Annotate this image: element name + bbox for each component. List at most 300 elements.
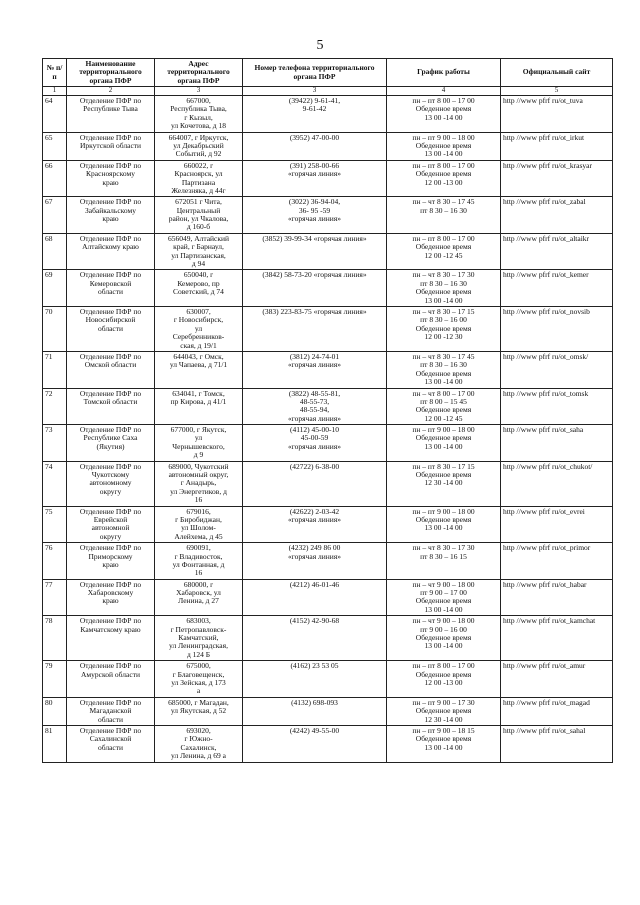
column-number: 1	[43, 87, 67, 96]
office-address-line: ул Ленинградская,	[169, 641, 228, 651]
page-number: 5	[316, 38, 324, 53]
office-phone-line: (3022) 36-94-04,	[288, 197, 341, 207]
office-name-line: области	[97, 323, 124, 333]
office-name-line: области	[97, 742, 124, 752]
row-number: 71	[43, 351, 67, 388]
office-address-line: 16	[194, 495, 203, 505]
office-address-line: 690091,	[186, 543, 211, 553]
office-address-line: Ленина, д 27	[178, 596, 219, 606]
office-phone	[243, 461, 387, 506]
office-phone-line: «горячая линия»	[288, 360, 341, 370]
office-website: http //www pfrf ru/ot_chukot/	[501, 461, 613, 506]
office-phone-line: (39422) 9-61-41,	[288, 96, 341, 105]
office-schedule-line: Обеденное время	[415, 242, 472, 252]
table-row	[43, 725, 613, 762]
table-row	[43, 579, 613, 616]
office-schedule-line: Обеденное время	[415, 405, 472, 415]
table-row	[43, 461, 613, 506]
office-website: http //www pfrf ru/ot_altaikr	[501, 233, 613, 270]
office-schedule-line: пн – чт 8 00 – 17 00	[412, 388, 475, 398]
office-phone	[243, 96, 387, 133]
office-schedule	[387, 351, 501, 388]
table-row	[43, 270, 613, 307]
office-address-line: Железняка, д 44г	[171, 185, 226, 195]
table-row	[43, 132, 613, 160]
column-number: 4	[387, 87, 501, 96]
office-schedule-line: Обеденное время	[415, 669, 472, 679]
office-schedule-line: 13 00 -14 00	[424, 441, 463, 451]
office-name-line: краю	[102, 559, 119, 569]
office-address-line: Сахалинск,	[180, 742, 217, 752]
office-schedule-line: 12 00 -12 45	[424, 413, 463, 423]
office-website: http //www pfrf ru/ot_kemer	[501, 270, 613, 307]
header-schedule: График работы	[387, 59, 501, 87]
office-address	[155, 543, 243, 580]
office-name-line: Отделение ПФР по	[79, 233, 142, 243]
office-schedule	[387, 270, 501, 307]
table-row	[43, 506, 613, 543]
office-phone	[243, 351, 387, 388]
office-schedule-line: 12 00 -13 00	[424, 177, 463, 187]
office-phone-line: 36- 95 -59	[298, 205, 331, 215]
office-name-line: Новосибирской	[85, 315, 136, 325]
office-name-line: Омской области	[84, 360, 137, 370]
office-schedule-line: 12 00 -12 45	[424, 250, 463, 260]
office-website: http //www pfrf ru/ot_irkut	[501, 132, 613, 160]
office-phone-line: (3812) 24-74-01	[289, 351, 340, 361]
office-schedule-line: пн – пт 8 00 – 17 00	[412, 160, 475, 170]
office-website: http //www pfrf ru/ot_novsib	[501, 306, 613, 351]
office-address-line: д 124 Б	[186, 649, 211, 659]
office-schedule-line: Обеденное время	[415, 734, 472, 744]
office-address-line: ул Чапаева, д 71/1	[169, 360, 228, 370]
office-schedule	[387, 725, 501, 762]
office-address-line: г Анадырь,	[180, 478, 217, 488]
row-number: 70	[43, 306, 67, 351]
office-schedule-line: пт 8 30 – 16 15	[420, 551, 467, 561]
office-schedule-line: пн – чт 8 30 – 17 30	[412, 543, 475, 553]
office-phone-line: (3842) 58-73-20 «горячая линия»	[262, 270, 367, 280]
office-name-line: краю	[102, 596, 119, 606]
office-website: http //www pfrf ru/ot_zabal	[501, 197, 613, 234]
office-name	[67, 725, 155, 762]
office-address	[155, 197, 243, 234]
office-address-line: 660022, г	[183, 160, 214, 170]
office-name-line: Отделение ПФР по	[79, 197, 142, 207]
table-row	[43, 197, 613, 234]
office-schedule-line: Обеденное время	[415, 287, 472, 297]
office-schedule-line: пн – пт 9 00 – 18 00	[412, 506, 475, 516]
table-row	[43, 351, 613, 388]
header-num: № п/п	[43, 59, 67, 87]
office-phone-line: (4112) 45-00-10	[289, 425, 340, 435]
office-phone-line: (383) 223-83-75 «горячая линия»	[262, 306, 367, 316]
office-address-line: д 9	[193, 450, 204, 460]
office-name-line: Отделение ПФР по	[79, 96, 142, 105]
office-schedule-line: пн – пт 9 00 – 17 30	[412, 697, 475, 707]
office-address	[155, 233, 243, 270]
office-name-line: Сахалинской	[89, 734, 132, 744]
office-phone	[243, 579, 387, 616]
office-address-line: ул Партизанская,	[171, 250, 226, 260]
office-schedule-line: 12 00 -13 00	[424, 678, 463, 687]
office-phone-line: «горячая линия»	[288, 413, 341, 423]
office-address-line: 667000,	[186, 96, 211, 105]
table-row	[43, 388, 613, 425]
table-body	[43, 96, 613, 763]
office-name-line: Отделение ПФР по	[79, 388, 142, 398]
office-address-line: 664007, г Иркутск,	[168, 132, 229, 142]
office-name-line: Томской области	[83, 396, 138, 406]
office-phone-line: (42722) 6-38-00	[289, 461, 340, 471]
office-name	[67, 543, 155, 580]
office-phone	[243, 697, 387, 725]
office-phone-line: (42622) 2-03-42	[289, 506, 340, 516]
office-name-line: Отделение ПФР по	[79, 661, 142, 671]
office-website: http //www pfrf ru/ot_evrei	[501, 506, 613, 543]
office-schedule-line: пн – чт 8 30 – 17 45	[412, 197, 475, 207]
office-phone-line: 9-61-42	[302, 104, 327, 114]
table-row	[43, 425, 613, 462]
office-schedule	[387, 579, 501, 616]
table-row	[43, 661, 613, 698]
office-address-line: Советский, д 74	[173, 287, 224, 297]
office-address-line: ул	[194, 433, 203, 443]
office-schedule	[387, 506, 501, 543]
office-address	[155, 351, 243, 388]
office-address	[155, 388, 243, 425]
office-name-line: Магаданской	[89, 706, 132, 716]
office-address-line: 683003,	[186, 616, 211, 626]
office-name-line: Красноярскому	[86, 169, 135, 179]
office-address-line: Событий, д 92	[175, 149, 222, 159]
office-address	[155, 616, 243, 661]
row-number: 66	[43, 160, 67, 197]
office-name-line: Отделение ПФР по	[79, 579, 142, 589]
office-name-line: Алтайскому краю	[82, 242, 139, 252]
office-schedule	[387, 197, 501, 234]
row-number: 64	[43, 96, 67, 133]
column-number: 3	[155, 87, 243, 96]
office-schedule-line: 13 00 -14 00	[424, 112, 463, 122]
table-row	[43, 543, 613, 580]
office-schedule-line: 12 30 -14 00	[424, 714, 463, 724]
office-schedule-line: пн – чт 9 00 – 18 00	[412, 579, 475, 589]
office-address-line: Центральный	[176, 205, 221, 215]
row-number: 81	[43, 725, 67, 762]
office-address-line: 679016,	[186, 506, 211, 516]
office-schedule	[387, 96, 501, 133]
office-phone-line: (4242) 49-55-00	[289, 725, 340, 735]
office-address-line: г Петропавловск-	[170, 624, 227, 634]
office-phone	[243, 661, 387, 698]
office-address-line: Камчатский,	[178, 633, 219, 643]
office-phone-line: (4162) 23 53 05	[290, 661, 339, 671]
office-schedule-line: Обеденное время	[415, 633, 472, 643]
table-header-row	[43, 59, 613, 87]
office-name-line: Кемеровской	[89, 278, 132, 288]
office-website: http //www pfrf ru/ot_sahal	[501, 725, 613, 762]
office-name	[67, 616, 155, 661]
office-address-line: 677000, г Якутск,	[170, 425, 227, 435]
office-schedule-line: пн – пт 9 00 – 18 00	[412, 132, 475, 142]
office-phone-line: (4212) 46-01-46	[289, 579, 340, 589]
office-address	[155, 270, 243, 307]
header-address: Адрес территориального органа ПФР	[155, 59, 243, 87]
office-name-line: Камчатскому краю	[80, 624, 141, 634]
office-name-line: Иркутской области	[79, 140, 142, 150]
office-address-line: ул Декабрьский	[173, 140, 224, 150]
office-schedule	[387, 697, 501, 725]
office-name-line: Отделение ПФР по	[79, 543, 142, 553]
office-address-line: 630007,	[186, 306, 211, 316]
office-phone	[243, 160, 387, 197]
office-name-line: Отделение ПФР по	[79, 270, 142, 280]
office-name-line: округу	[99, 486, 122, 496]
office-name-line: Амурской области	[81, 669, 140, 679]
office-name-line: Хабаровскому	[87, 588, 134, 598]
row-number: 80	[43, 697, 67, 725]
column-number: 2	[67, 87, 155, 96]
column-number-row	[43, 87, 613, 96]
office-name-line: Чукотскому	[91, 470, 130, 480]
office-phone-line: (3822) 48-55-81,	[288, 388, 341, 398]
office-schedule-line: пн – чт 8 30 – 17 15	[412, 306, 475, 316]
office-name-line: (Якутия)	[96, 441, 125, 451]
table-row	[43, 616, 613, 661]
office-name	[67, 697, 155, 725]
office-schedule-line: 13 00 -14 00	[424, 523, 463, 533]
office-schedule-line: пн – пт 8 00 – 17 00	[412, 233, 475, 243]
office-address-line: Серебренников-	[172, 332, 225, 342]
office-schedule-line: пт 8 30 – 16 30	[420, 360, 467, 370]
office-address-line: д 160-б	[186, 222, 211, 232]
office-name-line: Отделение ПФР по	[79, 132, 142, 142]
office-name-line: Республике Тыва	[83, 104, 138, 114]
office-schedule-line: Обеденное время	[415, 368, 472, 378]
header-phone: Номер телефона территориального органа ПФР	[243, 59, 387, 87]
office-name	[67, 506, 155, 543]
office-schedule-line: 12 00 -12 30	[424, 332, 463, 342]
office-address-line: 672051 г Чита,	[175, 197, 222, 207]
office-website: http //www pfrf ru/ot_omsk/	[501, 351, 613, 388]
office-address	[155, 725, 243, 762]
office-schedule-line: пт 8 30 – 16 30	[420, 278, 467, 288]
office-name	[67, 96, 155, 133]
office-name-line: Отделение ПФР по	[79, 697, 142, 707]
office-schedule-line: 12 30 -14 00	[424, 478, 463, 488]
office-name-line: краю	[102, 177, 119, 187]
column-number: 3	[243, 87, 387, 96]
office-schedule-line: пн – чт 8 30 – 17 45	[412, 351, 475, 361]
office-name	[67, 306, 155, 351]
office-phone	[243, 616, 387, 661]
table-row	[43, 306, 613, 351]
office-name	[67, 461, 155, 506]
office-schedule-line: Обеденное время	[415, 169, 472, 179]
office-website: http //www pfrf ru/ot_tuva	[501, 96, 613, 133]
office-schedule-line: Обеденное время	[415, 104, 472, 114]
row-number: 72	[43, 388, 67, 425]
office-name-line: автономной	[91, 523, 130, 533]
office-name-line: области	[97, 287, 124, 297]
office-name-line: округу	[99, 531, 122, 541]
row-number: 75	[43, 506, 67, 543]
office-name-line: автономному	[89, 478, 132, 488]
office-name	[67, 132, 155, 160]
office-name-line: Отделение ПФР по	[79, 425, 142, 435]
office-address-line: 16	[194, 568, 203, 578]
office-name-line: Еврейской	[93, 514, 128, 524]
office-name	[67, 388, 155, 425]
office-address-line: ул Энергетиков, д	[170, 486, 227, 496]
office-address-line: 650040, г	[183, 270, 214, 280]
office-name	[67, 425, 155, 462]
office-address-line: г Владивосток,	[174, 551, 223, 561]
office-phone	[243, 132, 387, 160]
office-website: http //www pfrf ru/ot_magad	[501, 697, 613, 725]
row-number: 78	[43, 616, 67, 661]
office-name-line: Отделение ПФР по	[79, 160, 142, 170]
office-phone	[243, 197, 387, 234]
office-address-line: 644043, г Омск,	[173, 351, 224, 361]
office-address-line: г Биробиджан,	[175, 514, 222, 524]
row-number: 77	[43, 579, 67, 616]
office-name-line: Республике Саха	[83, 433, 138, 443]
office-phone	[243, 388, 387, 425]
office-address-line: Кемерово, пр	[177, 278, 220, 288]
pfr-offices-table	[42, 58, 613, 763]
office-phone	[243, 543, 387, 580]
office-address	[155, 96, 243, 133]
office-phone-line: «горячая линия»	[288, 169, 341, 179]
office-schedule-line: пн – пт 8 00 – 17 00	[412, 661, 475, 671]
office-phone-line: «горячая линия»	[288, 514, 341, 524]
office-address-line: 634041, г Томск,	[172, 388, 225, 398]
office-schedule	[387, 461, 501, 506]
office-schedule-line: пн – пт 8 00 – 17 00	[412, 96, 475, 105]
office-schedule-line: Обеденное время	[415, 433, 472, 443]
office-address	[155, 661, 243, 698]
office-address-line: 656049, Алтайский	[167, 233, 230, 243]
office-address-line: г Южно-	[184, 734, 213, 744]
office-schedule-line: Обеденное время	[415, 706, 472, 716]
office-address-line: г Новосибирск,	[173, 315, 224, 325]
office-schedule	[387, 233, 501, 270]
office-name	[67, 233, 155, 270]
office-name	[67, 579, 155, 616]
office-schedule-line: 13 00 -14 00	[424, 377, 463, 387]
row-number: 67	[43, 197, 67, 234]
office-schedule-line: пн – чт 9 00 – 18 00	[412, 616, 475, 626]
office-name-line: Забайкальскому	[84, 205, 137, 215]
office-schedule-line: пн – пт 9 00 – 18 15	[412, 725, 475, 735]
office-schedule-line: пт 8 30 – 16 00	[420, 315, 467, 325]
office-address	[155, 132, 243, 160]
office-schedule-line: пт 9 00 – 17 00	[420, 588, 467, 598]
office-phone	[243, 270, 387, 307]
table-row	[43, 697, 613, 725]
office-address-line: район, ул Чкалова,	[168, 214, 229, 224]
office-address-line: а	[196, 686, 201, 696]
office-phone-line: 48-55-94,	[299, 405, 330, 415]
office-schedule	[387, 388, 501, 425]
office-schedule-line: Обеденное время	[415, 470, 472, 480]
office-phone-line: 45-00-59	[300, 433, 329, 443]
office-name	[67, 160, 155, 197]
office-schedule-line: Обеденное время	[415, 323, 472, 333]
office-schedule	[387, 661, 501, 698]
office-address-line: 689000, Чукотский	[168, 461, 229, 471]
office-address-line: ул Шолом-	[181, 523, 216, 533]
office-address	[155, 697, 243, 725]
office-schedule-line: Обеденное время	[415, 514, 472, 524]
header-name: Наименование территориального органа ПФР	[67, 59, 155, 87]
office-schedule	[387, 132, 501, 160]
office-address-line: край, г Барнаул,	[173, 242, 224, 252]
office-address-line: ул Якутская, д 52	[170, 706, 227, 716]
office-address	[155, 579, 243, 616]
office-address-line: 680000, г	[183, 579, 214, 589]
office-name-line: Приморскому	[88, 551, 133, 561]
office-name	[67, 351, 155, 388]
office-website: http //www pfrf ru/ot_amur	[501, 661, 613, 698]
office-phone-line: (391) 258-00-66	[289, 160, 340, 170]
office-address-line: Республика Тыва,	[170, 104, 227, 114]
office-address-line: пр Кирова, д 41/1	[170, 396, 227, 406]
office-phone-line: «горячая линия»	[288, 441, 341, 451]
office-phone-line: (4232) 249 86 00	[288, 543, 341, 553]
office-name	[67, 197, 155, 234]
office-name-line: Отделение ПФР по	[79, 616, 142, 626]
row-number: 76	[43, 543, 67, 580]
office-address-line: 675000,	[186, 661, 211, 671]
office-name-line: области	[97, 714, 124, 724]
office-schedule-line: пт 9 00 – 16 00	[420, 624, 467, 634]
office-address	[155, 306, 243, 351]
office-address	[155, 160, 243, 197]
office-schedule-line: пт 8 00 – 15 45	[420, 396, 467, 406]
office-website: http //www pfrf ru/ot_saha	[501, 425, 613, 462]
row-number: 73	[43, 425, 67, 462]
office-phone	[243, 233, 387, 270]
office-schedule-line: пн – чт 8 30 – 17 30	[412, 270, 475, 280]
office-name-line: Отделение ПФР по	[79, 506, 142, 516]
office-schedule	[387, 306, 501, 351]
office-schedule-line: пн – пт 9 00 – 18 00	[412, 425, 475, 435]
office-address-line: ул Кочетова, д 18	[171, 121, 226, 131]
office-phone	[243, 725, 387, 762]
office-address	[155, 425, 243, 462]
office-website: http //www pfrf ru/ot_primor	[501, 543, 613, 580]
office-name	[67, 270, 155, 307]
office-phone-line: «горячая линия»	[288, 551, 341, 561]
office-name-line: краю	[102, 214, 119, 224]
office-address-line: Чернышевского,	[172, 441, 225, 451]
office-address-line: Алейхема, д 45	[174, 531, 223, 541]
row-number: 68	[43, 233, 67, 270]
office-website: http //www pfrf ru/ot_krasyar	[501, 160, 613, 197]
office-name-line: Отделение ПФР по	[79, 306, 142, 316]
office-name-line: Отделение ПФР по	[79, 461, 142, 471]
row-number: 65	[43, 132, 67, 160]
office-address-line: Хабаровск, ул	[176, 588, 221, 598]
office-phone-line: (4132) 698-093	[291, 697, 338, 707]
header-site: Официальный сайт	[501, 59, 613, 87]
office-schedule-line: 13 00 -14 00	[424, 604, 463, 614]
office-schedule	[387, 543, 501, 580]
office-address-line: г Кызыл,	[184, 112, 213, 122]
